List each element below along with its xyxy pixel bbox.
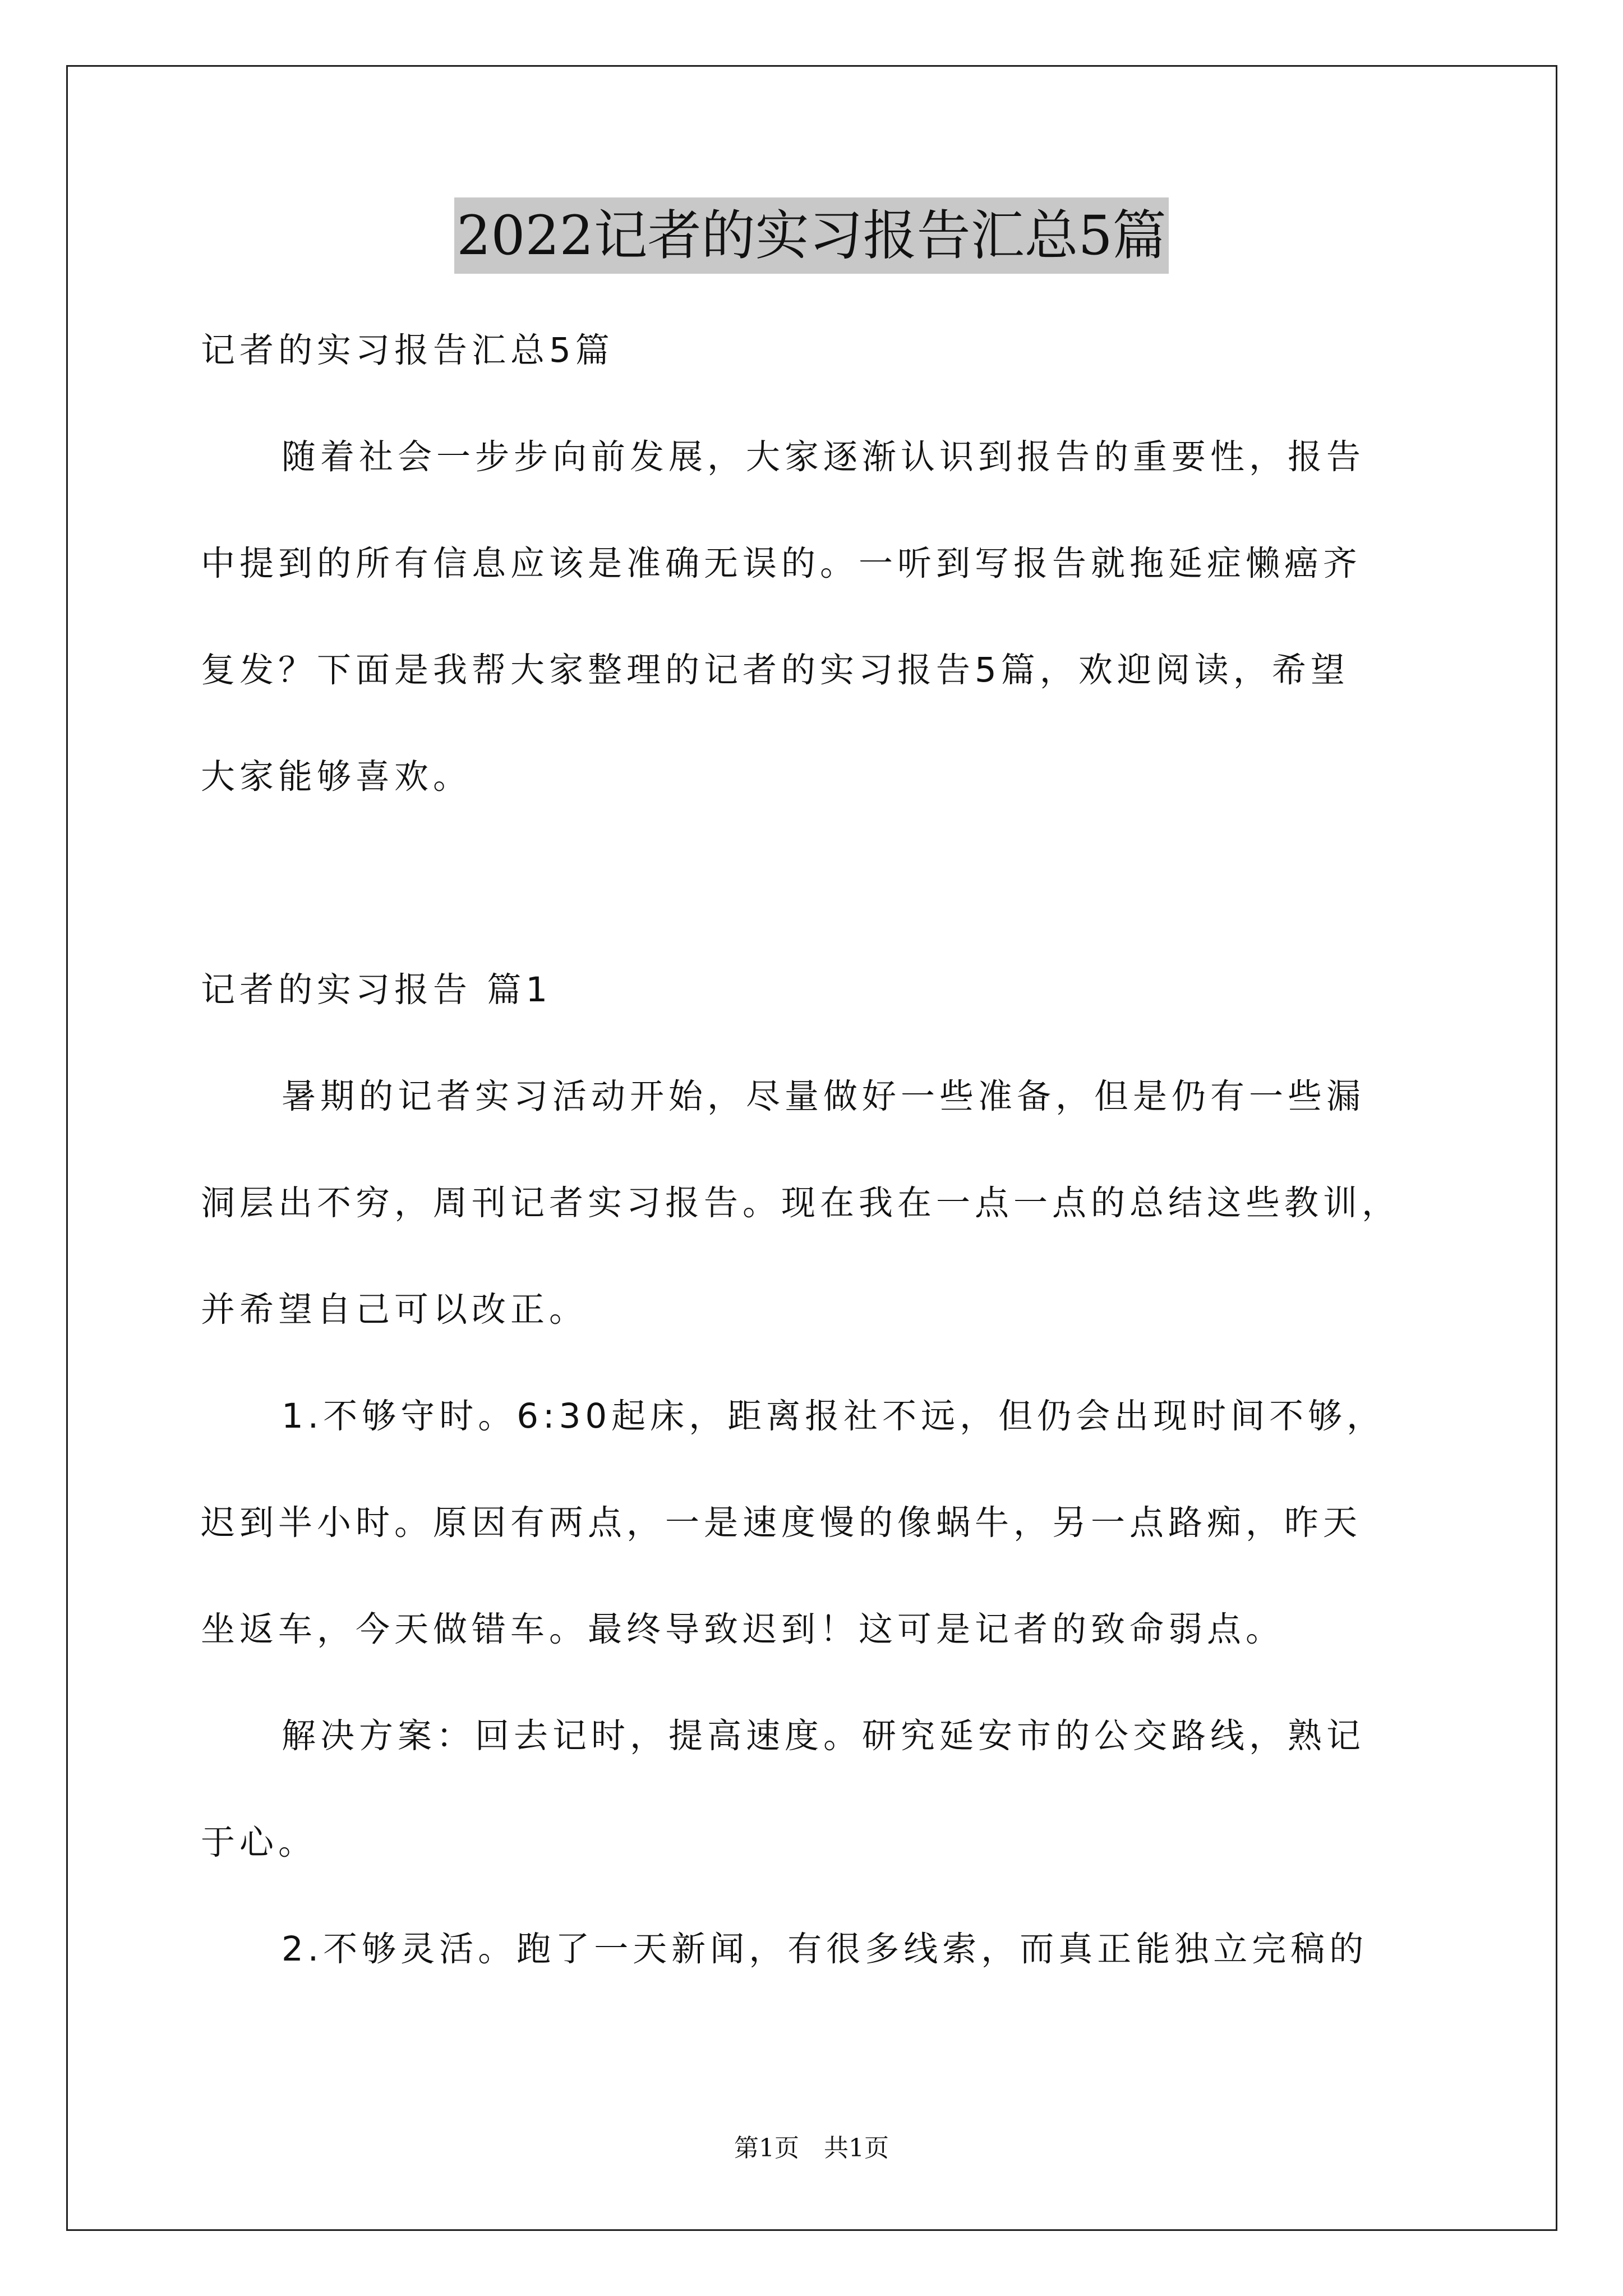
spacer (201, 830, 1429, 937)
page-footer: 第1页 共1页 (734, 2134, 889, 2162)
intro-line: 中提到的所有信息应该是准确无误的。一听到写报告就拖延症懒癌齐 (201, 544, 1362, 583)
intro-line: 随着社会一步步向前发展，大家逐渐认识到报告的重要性，报告 (282, 437, 1366, 477)
section-line: 并希望自己可以改正。 (201, 1290, 588, 1329)
section-line: 迟到半小时。原因有两点，一是速度慢的像蜗牛，另一点路痴，昨天 (201, 1503, 1362, 1543)
section-line: 洞层出不穷，周刊记者实习报告。现在我在一点一点的总结这些教训， (201, 1183, 1401, 1223)
section-line: 2.不够灵活。跑了一天新闻，有很多线索，而真正能独立完稿的 (282, 1929, 1368, 1969)
section-line: 于心。 (201, 1823, 317, 1862)
section-line: 暑期的记者实习活动开始，尽量做好一些准备，但是仍有一些漏 (282, 1076, 1366, 1116)
intro-line: 复发？下面是我帮大家整理的记者的实习报告5篇，欢迎阅读，希望 (201, 650, 1349, 690)
section-line: 1.不够守时。6:30起床，距离报社不远，但仍会出现时间不够， (282, 1396, 1386, 1436)
document-subtitle: 记者的实习报告汇总5篇 (201, 330, 614, 370)
document-title: 2022记者的实习报告汇总5篇 (454, 197, 1168, 274)
intro-line: 大家能够喜欢。 (201, 757, 472, 797)
title-wrap (0, 197, 1623, 274)
section-line: 坐返车，今天做错车。最终导致迟到！这可是记者的致命弱点。 (201, 1609, 1285, 1649)
document-body (201, 297, 1429, 2003)
section-line: 解决方案：回去记时，提高速度。研究延安市的公交路线，熟记 (282, 1716, 1366, 1756)
section-heading: 记者的实习报告 篇1 (201, 970, 552, 1010)
